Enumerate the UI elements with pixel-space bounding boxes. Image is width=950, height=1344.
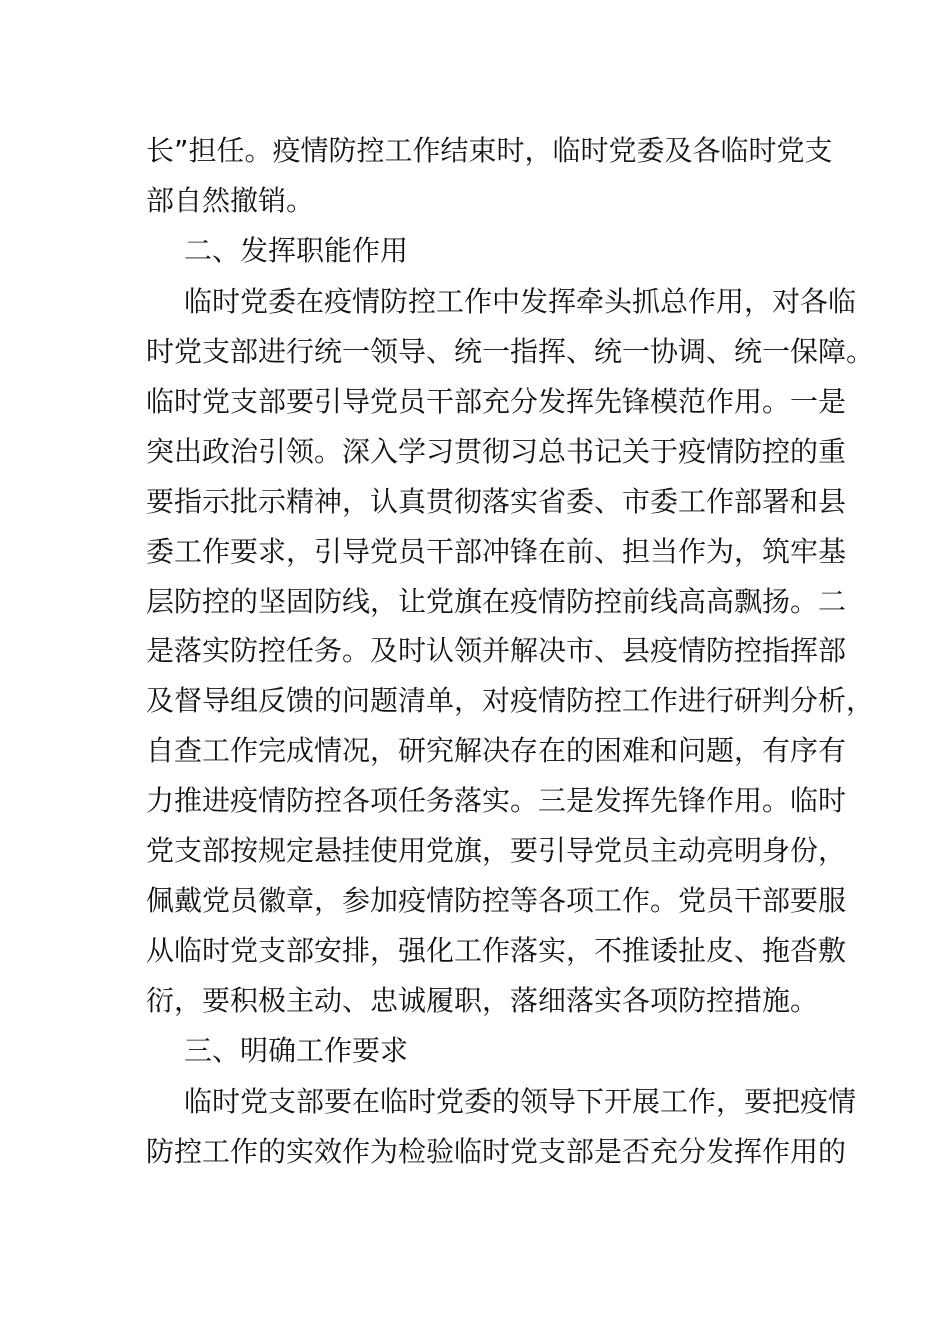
paragraph-line: 突出政治引领。深入学习贯彻习总书记关于疫情防控的重 bbox=[146, 435, 847, 468]
paragraph-line: 临时党支部要引导党员干部充分发挥先锋模范作用。一是 bbox=[146, 385, 847, 418]
paragraph-line: 自查工作完成情况，研究解决存在的困难和问题，有序有 bbox=[146, 734, 847, 767]
paragraph-line: 临时党支部要在临时党委的领导下开展工作，要把疫情 bbox=[184, 1085, 857, 1118]
paragraph-line: 佩戴党员徽章，参加疫情防控等各项工作。党员干部要服 bbox=[146, 884, 847, 917]
paragraph-line: 时党支部进行统一领导、统一指挥、统一协调、统一保障。 bbox=[146, 335, 875, 368]
paragraph-line: 防控工作的实效作为检验临时党支部是否充分发挥作用的 bbox=[146, 1135, 847, 1168]
paragraph-line: 部自然撤销。 bbox=[146, 184, 315, 217]
paragraph-line: 长”担任。疫情防控工作结束时，临时党委及各临时党支 bbox=[146, 134, 833, 167]
section-heading-3: 三、明确工作要求 bbox=[184, 1034, 409, 1067]
section-heading-2: 二、发挥职能作用 bbox=[184, 234, 409, 267]
paragraph-line: 委工作要求，引导党员干部冲锋在前、担当作为，筑牢基 bbox=[146, 535, 847, 568]
paragraph-line: 是落实防控任务。及时认领并解决市、县疫情防控指挥部 bbox=[146, 634, 847, 667]
paragraph-line: 衍，要积极主动、忠诚履职，落细落实各项防控措施。 bbox=[146, 984, 819, 1017]
paragraph-line: 层防控的坚固防线，让党旗在疫情防控前线高高飘扬。二 bbox=[146, 585, 847, 618]
paragraph-line: 从临时党支部安排，强化工作落实，不推诿扯皮、拖沓敷 bbox=[146, 934, 847, 967]
paragraph-line: 力推进疫情防控各项任务落实。三是发挥先锋作用。临时 bbox=[146, 784, 847, 817]
paragraph-line: 党支部按规定悬挂使用党旗，要引导党员主动亮明身份， bbox=[146, 834, 847, 867]
paragraph-line: 要指示批示精神，认真贯彻落实省委、市委工作部署和县 bbox=[146, 485, 847, 518]
paragraph-line: 临时党委在疫情防控工作中发挥牵头抓总作用，对各临 bbox=[184, 285, 857, 318]
paragraph-line: 及督导组反馈的问题清单，对疫情防控工作进行研判分析， bbox=[146, 684, 875, 717]
